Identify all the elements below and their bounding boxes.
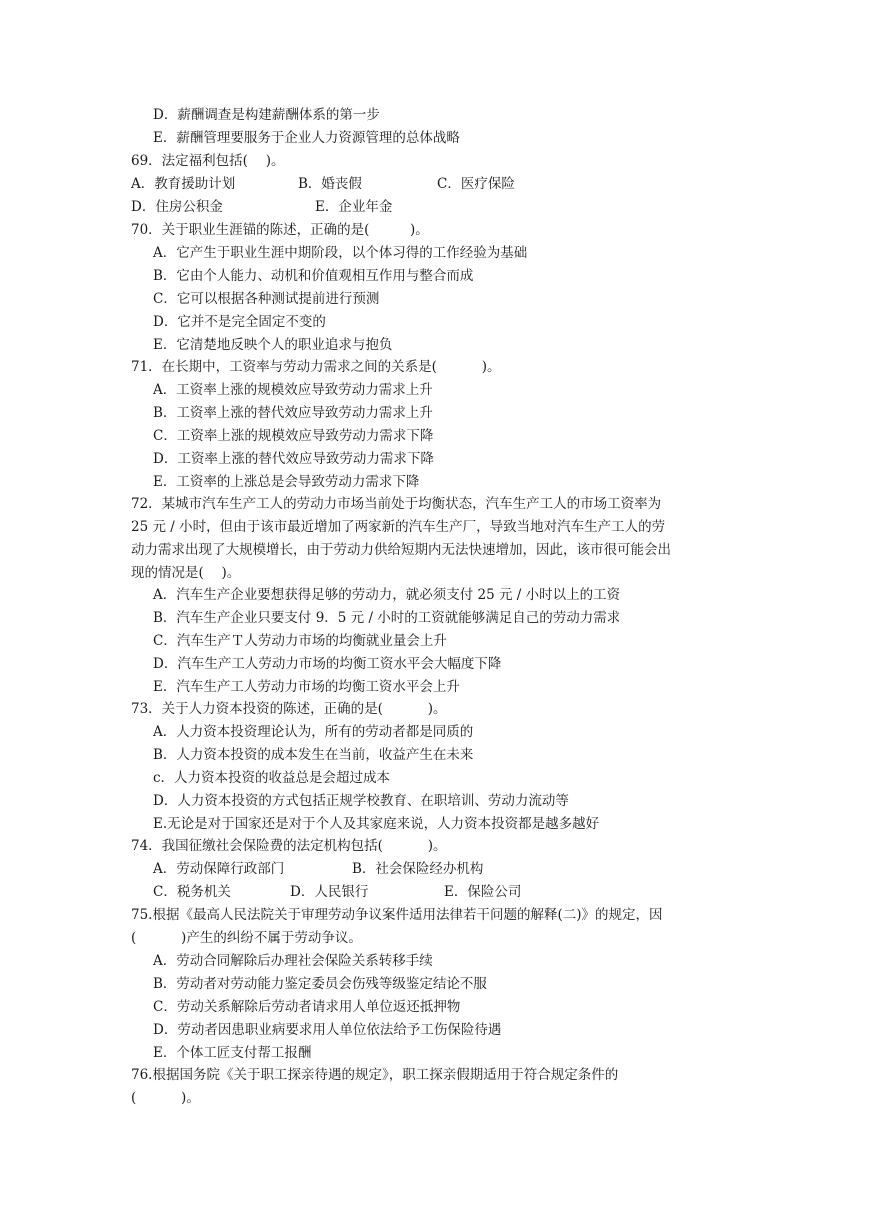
q69-option-e: E．企业年金 [315,199,393,215]
q69-option-a: A．教育援助计划 [131,176,236,192]
q73-option-a: A．人力资本投资理论认为，所有的劳动者都是同质的 [153,724,474,740]
q71-stem: 71．在长期中，工资率与劳动力需求之间的关系是( )。 [131,359,501,375]
q75-stem-line-2: ( )产生的纠纷不属于劳动争议。 [131,930,362,946]
q71-option-e: E．工资率的上涨总是会导致劳动力需求下降 [153,474,420,490]
q74-stem: 74．我国征缴社会保险费的法定机构包括( )。 [131,838,447,854]
q74-option-a: A．劳动保障行政部门 [153,861,285,877]
q72-option-c: C．汽车生产Ｔ人劳动力市场的均衡就业量会上升 [153,633,447,649]
q74-option-c: C．税务机关 [153,884,231,900]
q75-stem-line-1: 75.根据《最高人民法院关于审理劳动争议案件适用法律若干问题的解释(二)》的规定，因 [131,907,663,923]
q73-stem: 73．关于人力资本投资的陈述，正确的是( )。 [131,701,447,717]
q73-option-b: B．人力资本投资的成本发生在当前，收益产生在未来 [153,747,474,763]
q74-option-d: D．人民银行 [290,884,369,900]
q75-option-c: C．劳动关系解除后劳动者请求用人单位返还抵押物 [153,999,461,1015]
q74-option-b: B．社会保险经办机构 [352,861,484,877]
q72-stem-line-2: 25 元 / 小时，但由于该市最近增加了两家新的汽车生产厂，导致当地对汽车生产工人的劳 [131,519,666,535]
q76-stem-line-2: ( )。 [131,1090,200,1106]
q71-option-a: A．工资率上涨的规模效应导致劳动力需求上升 [153,382,433,398]
q69-option-c: C．医疗保险 [437,176,515,192]
q72-stem-line-1: 72．某城市汽车生产工人的劳动力市场当前处于均衡状态，汽车生产工人的市场工资率为 [131,496,662,512]
q71-option-c: C．工资率上涨的规模效应导致劳动力需求下降 [153,428,434,444]
q75-option-d: D．劳动者因患职业病要求用人单位依法给予工伤保险待遇 [153,1022,502,1038]
q76-stem-line-1: 76.根据国务院《关于职工探亲待遇的规定》，职工探亲假期适用于符合规定条件的 [131,1067,619,1083]
q72-option-b: B．汽车生产企业只要支付 9．5 元 / 小时的工资就能够满足自己的劳动力需求 [153,610,621,626]
q75-option-a: A．劳动合同解除后办理社会保险关系转移手续 [153,953,433,969]
q70-option-b: B．它由个人能力、动机和价值观相互作用与整合而成 [153,268,474,284]
q70-option-c: C．它可以根据各种测试提前进行预测 [153,291,380,307]
q73-option-c: c．人力资本投资的收益总是会超过成本 [153,770,391,786]
q74-option-e: E．保险公司 [444,884,522,900]
q71-option-b: B．工资率上涨的替代效应导致劳动力需求上升 [153,405,433,421]
q68-option-e: E．薪酬管理要服务于企业人力资源管理的总体战略 [153,130,460,146]
q75-option-e: E．个体工匠支付帮工报酬 [153,1045,312,1061]
q73-option-d: D．人力资本投资的方式包括正规学校教育、在职培训、劳动力流动等 [153,793,569,809]
q75-option-b: B．劳动者对劳动能力鉴定委员会伤残等级鉴定结论不服 [153,976,487,992]
q69-stem: 69．法定福利包括( )。 [131,153,285,169]
q72-option-a: A．汽车生产企业要想获得足够的劳动力，就必须支付 25 元 / 小时以上的工资 [153,587,621,603]
q73-option-e: E.无论是对于国家还是对于个人及其家庭来说，人力资本投资都是越多越好 [153,816,600,832]
q70-option-d: D．它并不是完全固定不变的 [153,314,326,330]
q72-stem-line-3: 动力需求出现了大规模增长，由于劳动力供给短期内无法快速增加，因此，该市很可能会出 [131,542,671,558]
q70-option-a: A．它产生于职业生涯中期阶段，以个体习得的工作经验为基础 [153,245,528,261]
q70-option-e: E．它清楚地反映个人的职业追求与抱负 [153,337,393,353]
q72-option-e: E．汽车生产工人劳动力市场的均衡工资水平会上升 [153,679,460,695]
q72-stem-line-4: 现的情况是( )。 [131,565,241,581]
q69-option-d: D．住房公积金 [131,199,223,215]
q68-option-d: D．薪酬调查是构建薪酬体系的第一步 [153,107,380,123]
q72-option-d: D．汽车生产工人劳动力市场的均衡工资水平会大幅度下降 [153,656,502,672]
q71-option-d: D．工资率上涨的替代效应导致劳动力需求下降 [153,451,434,467]
q70-stem: 70．关于职业生涯锚的陈述，正确的是( )。 [131,222,429,238]
q69-option-b: B．婚丧假 [298,176,362,192]
